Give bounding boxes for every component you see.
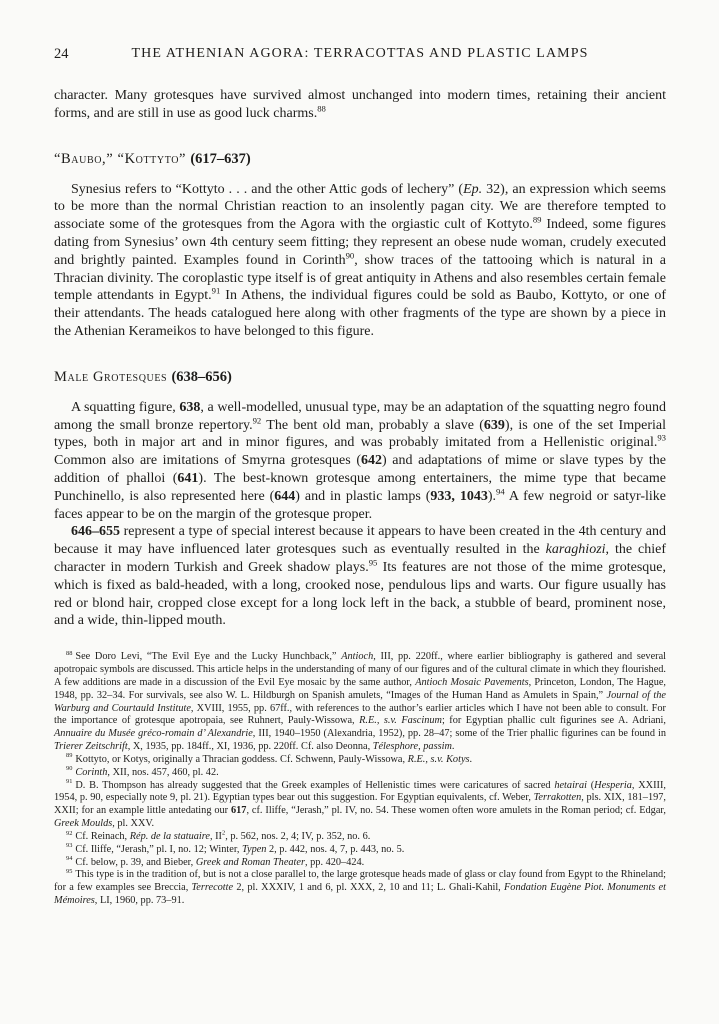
body-text (54, 87, 666, 630)
footnotes-section (54, 651, 666, 908)
paragraph-kottyto-cult: Synesius refers to “Kottyto . . . and the other Attic gods of lechery” (Ep. 32), an expression which seems to be more than the normal Christian reaction to an insolently pagan city. We are therefore tempted to associate some of the grotesques from the Agora with the orgiastic cult of Kottyto.$^{89}$ Indeed, some figures dating from Synesius’ own 4th century seem fitting; they represent an obese nude woman, crudely executed and brightly painted. Examples found in Corinth$^{90}$, show traces of the tattooing which is natural in a Thracian divinity. The coroplastic type itself is of great antiquity in Athens and also resembles certain female temple attendants in Egypt.$^{91}$ In Athens, the individual figures could be sold as Baubo, Kottyto, or one of their attendants. The heads catalogued here along with other fragments of the type are shown by a piece in the Athenian Kerameikos to have belonged to this figure. (54, 181, 666, 339)
footnote-93 (54, 844, 666, 857)
footnote-text-91: D. B. Thompson has already suggested that the Greek examples of Hellenistic times were caricatures of sacred hetairai (Hesperia, XXIII, 1954, p. 90, especially note 9, pl. 21). Egyptian types bear out this suggestion. For Egyptian equivalents, cf. Weber, Terrakotten, pls. XIX, 181–197, XXII; for an example little antedating our 617, cf. Iliffe, “Jerash,” pl. IV, no. 54. These women often wore amulets in the Roman period; cf. Edgar, Greek Moulds, pl. XXV. (54, 779, 666, 830)
footnote-90 (54, 767, 666, 780)
footnote-text-93: Cf. Iliffe, “Jerash,” pl. I, no. 12; Winter, Typen 2, p. 442, nos. 4, 7, p. 443, no. 5. (75, 843, 405, 855)
footnote-text-89: Kottyto, or Kotys, originally a Thracian goddess. Cf. Schwenn, Pauly-Wissowa, R.E., s.v. Kotys. (75, 753, 473, 765)
footnote-number-93: 93 (66, 842, 73, 850)
page-number: 24 (54, 46, 69, 62)
footnote-95 (54, 869, 666, 908)
footnote-number-95: 95 (66, 868, 73, 876)
footnote-94 (54, 857, 666, 870)
section-heading-baubo-kottyto: “Baubo,” “Kottyto” (617–637) (54, 150, 251, 167)
paragraph-karaghiozi-type: 646–655 represent a type of special interest because it appears to have been created in the 4th century and because it may have influenced later grotesques such as eventually resulted in the karaghiozi, the chief character in modern Turkish and Greek shadow plays.$^{95}$ Its features are not those of the mime grotesque, which is fixed as bald-headed, with a long, crooked nose, pendulous lips and warts. Our figure usually has red or blond hair, cropped close except for a long lock left in the back, a stubble of beard, prominent nose, and a wide, thin-lipped mouth. (54, 524, 666, 629)
footnote-number-92: 92 (66, 829, 73, 837)
footnote-text-88: See Doro Levi, “The Evil Eye and the Lucky Hunchback,” Antioch, III, pp. 220ff., where earlier bibliography is gathered and several apotropaic symbols are discussed. This article helps in the understanding of many of our figures and of the cultural climate in which they flourished. A few additions are made in a discussion of the Evil Eye mosaic by the same author, Antioch Mosaic Pavements, Princeton, London, The Hague, 1948, pp. 32–34. For survivals, see also W. L. Hildburgh on Spanish amulets, “Images of the Human Hand as Amulets in Spain,” Journal of the Warburg and Courtauld Institute, XVIII, 1955, pp. 67ff., with references to the author’s earlier articles which I have not been able to consult. For the importance of grotesque apotropaia, see Ruhnert, Pauly-Wissowa, R.E., s.v. Fascinum; for Egyptian phallic cult figurines see A. Adriani, Annuaire du Musée gréco-romain d’ Alexandrie, III, 1940–1950 (Alexandria, 1952), pp. 28–47; some of the Trier phallic figurines can be found in Trierer Zeitschrift, X, 1935, pp. 184ff., XI, 1936, pp. 220ff. Cf. also Deonna, Télesphore, passim. (54, 651, 666, 753)
footnote-number-90: 90 (66, 765, 73, 773)
footnote-text-95: This type is in the tradition of, but is not a close parallel to, the large grotesque heads made of glass or clay found from Egypt to the Rhineland; for a few examples see Breccia, Terrecotte 2, pl. XXXIV, 1 and 6, pl. XXX, 2, 10 and 11; L. Ghali-Kahil, Fondation Eugène Piot. Monuments et Mémoires, LI, 1960, pp. 73–91. (54, 869, 666, 907)
footnote-89 (54, 754, 666, 767)
footnote-number-88: 88 (66, 649, 73, 657)
footnote-number-89: 89 (66, 752, 73, 760)
paragraph-male-grotesque-types: A squatting figure, 638, a well-modelled, unusual type, may be an adaptation of the squatting negro found among the small bronze repertory.$^{92}$ The bent old man, probably a slave (639), is one of the set Imperial types, both in major art and in minor figures, and was probably imitated from a Hellenistic original.$^{93}$ Common also are imitations of Smyrna grotesques (642) and adaptations of mime or slave types by the addition of phalloi (641). The best-known grotesque among entertainers, the mime type that became Punchinello, is also represented here (644) and in plastic lamps (933, 1043).$^{94}$ A few negroid or satyr-like faces appear to be on the margin of the grotesque proper. (54, 399, 667, 522)
footnote-text-92: Cf. Reinach, Rép. de la statuaire, $II^2$, p. 562, nos. 2, 4; IV, p. 352, no. 6. (75, 829, 371, 842)
page-header (54, 46, 666, 63)
footnote-number-94: 94 (66, 855, 73, 863)
running-title: THE ATHENIAN AGORA: TERRACOTTAS AND PLASTIC LAMPS (131, 46, 589, 61)
footnote-number-91: 91 (66, 778, 73, 786)
footnote-text-94: Cf. below, p. 39, and Bieber, Greek and Roman Theater, pp. 420–424. (75, 856, 365, 868)
section-heading-male-grotesques: Male Grotesques (638–656) (54, 368, 232, 385)
paragraph-grotesques-continuation: character. Many grotesques have survived almost unchanged into modern times, retaining their ancient forms, and are still in use as good luck charms.$^{88}$ (54, 88, 666, 121)
footnote-text-90: Corinth, XII, nos. 457, 460, pl. 42. (75, 766, 219, 778)
footnote-88 (54, 651, 666, 754)
footnote-92 (54, 831, 666, 844)
footnote-91 (54, 780, 666, 831)
